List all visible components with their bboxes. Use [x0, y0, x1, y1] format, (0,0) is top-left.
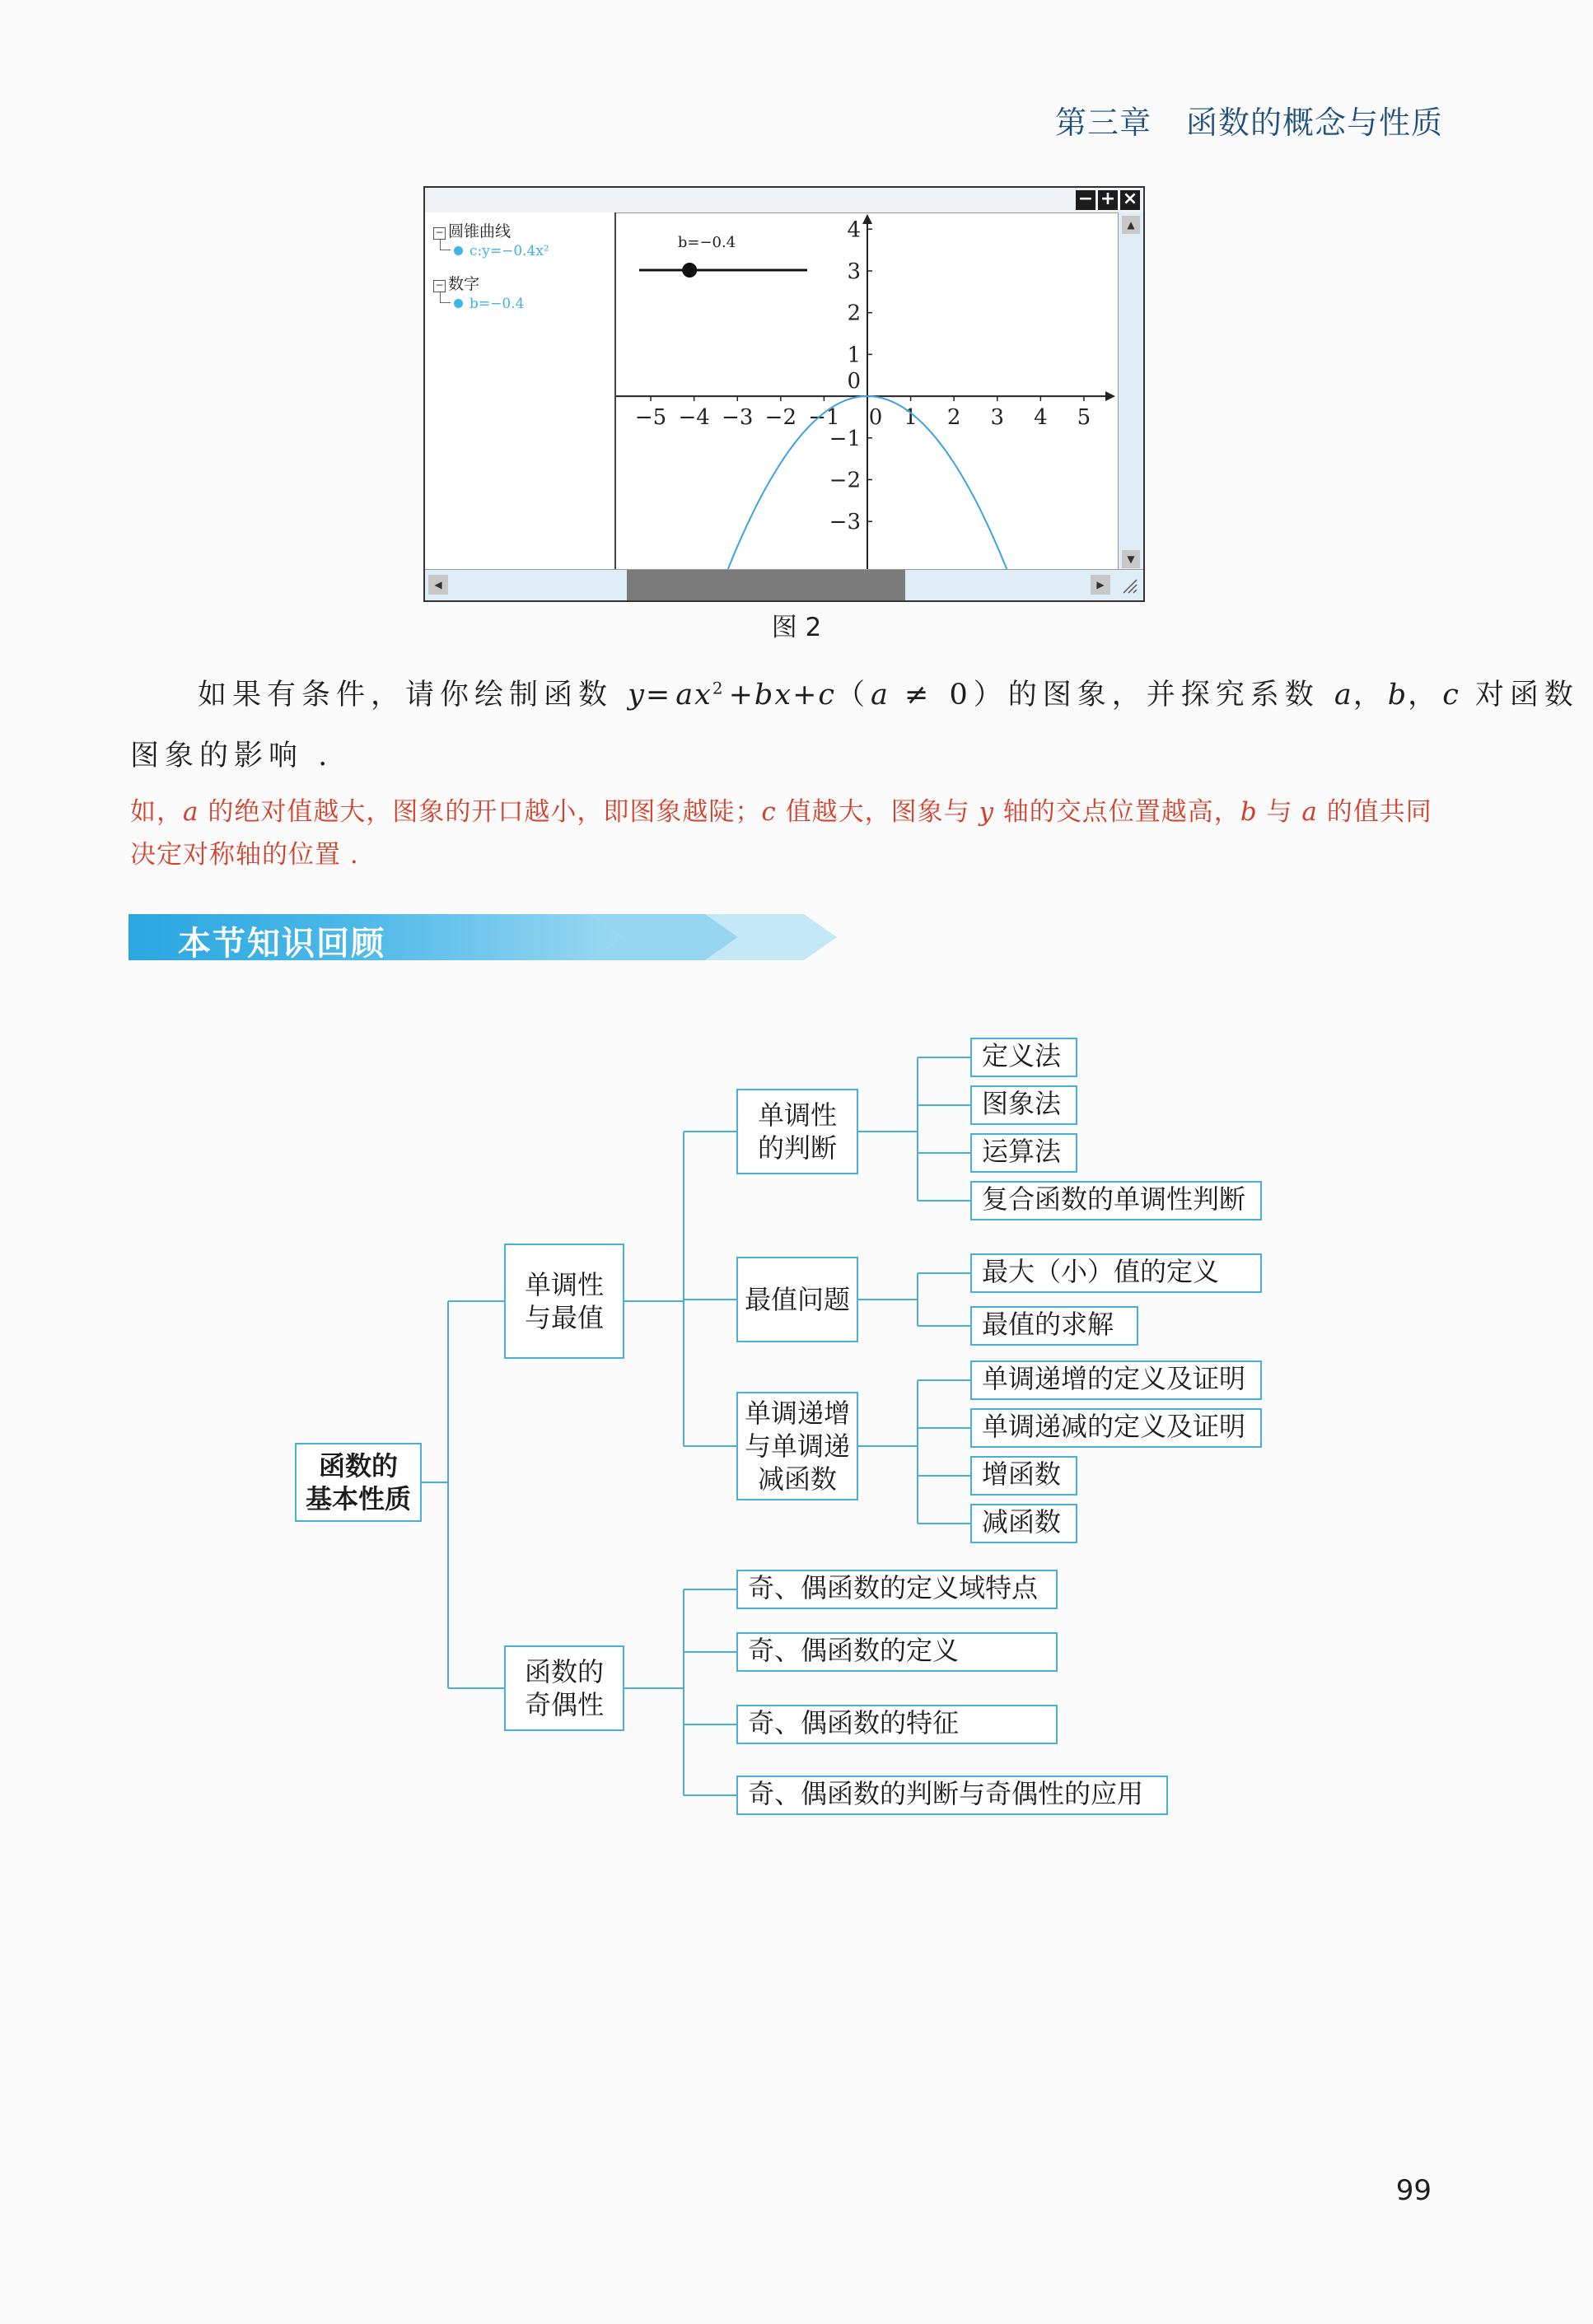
mindmap-leaf: 最大（小）值的定义	[970, 1253, 1262, 1293]
section-banner-title: 本节知识回顾	[178, 925, 385, 963]
mindmap-leaf: 奇、偶函数的特征	[736, 1705, 1058, 1744]
x-tick-label: 4	[1034, 405, 1048, 431]
mindmap-leaf: 增函数	[970, 1456, 1077, 1496]
origin-label: 0	[847, 369, 861, 394]
collapse-icon[interactable]: −	[433, 280, 446, 292]
mindmap-leaf: 复合函数的单调性判断	[970, 1181, 1262, 1220]
scroll-left-arrow-icon[interactable]: ◀	[428, 575, 448, 595]
y-tick-label: −2	[829, 468, 861, 493]
task-paragraph-line2: 图象的影响 .	[130, 740, 334, 772]
mindmap-leaf: 图象法	[970, 1085, 1077, 1125]
y-tick-label: 3	[847, 259, 861, 284]
y-tick-label: 2	[847, 301, 861, 326]
mindmap-leaf: 奇、偶函数的定义	[736, 1632, 1058, 1672]
tree-item-label: b=−0.4	[469, 296, 525, 312]
mindmap-node-monotonicity: 单调性 与最值	[504, 1244, 624, 1359]
mindmap-leaf: 奇、偶函数的定义域特点	[736, 1570, 1058, 1609]
x-tick-label: −4	[678, 405, 710, 431]
x-tick-label: 1	[904, 405, 918, 431]
scroll-up-arrow-icon[interactable]: ▲	[1122, 216, 1140, 234]
mindmap-leaf: 定义法	[970, 1038, 1077, 1077]
x-tick-label: 0	[868, 405, 883, 431]
mindmap-node-extreme: 最值问题	[736, 1257, 858, 1342]
y-tick-label: −3	[829, 510, 861, 535]
chapter-number: 第三章	[1054, 105, 1152, 141]
y-tick-label: 1	[847, 343, 861, 368]
x-tick-label: 5	[1077, 405, 1091, 431]
answer-paragraph-line1: 如，a 的绝对值越大，图象的开口越小，即图象越陡；c 值越大，图象与 y 轴的交点位置越高，b 与 a 的值共同	[130, 797, 1432, 827]
minimize-button[interactable]: −	[1076, 190, 1095, 210]
mindmap-leaf: 减函数	[970, 1504, 1077, 1543]
maximize-button[interactable]: +	[1098, 190, 1118, 210]
mindmap-node-judge: 单调性 的判断	[736, 1089, 858, 1174]
task-paragraph-line1: 如果有条件，请你绘制函数 $y=ax^2+bx+c(a \ne 0)$的图象，并探究系数 a，b，c 对函数	[198, 678, 1579, 712]
tree-item-label: c:y=−0.4x²	[469, 243, 549, 259]
mindmap-node-parity: 函数的 奇偶性	[504, 1645, 624, 1731]
x-tick-label: 2	[946, 405, 961, 431]
scroll-down-arrow-icon[interactable]: ▼	[1122, 550, 1140, 568]
tree-group-label: 圆锥曲线	[448, 222, 512, 240]
chapter-title: 函数的概念与性质	[1185, 105, 1443, 141]
y-tick-label: −1	[829, 426, 861, 451]
x-tick-label: −1	[808, 405, 840, 431]
mindmap-leaf: 奇、偶函数的判断与奇偶性的应用	[736, 1776, 1168, 1815]
x-tick-label: −2	[764, 405, 796, 431]
x-tick-label: 3	[990, 405, 1005, 431]
mindmap-node-incdec: 单调递增 与单调递 减函数	[736, 1392, 858, 1500]
tree-group-label: 数字	[448, 275, 480, 293]
close-button[interactable]: ×	[1120, 190, 1140, 210]
scroll-right-arrow-icon[interactable]: ▶	[1091, 575, 1110, 595]
slider-label: b=−0.4	[677, 234, 736, 251]
y-tick-label: 4	[847, 217, 861, 243]
mindmap-leaf: 最值的求解	[970, 1306, 1138, 1346]
mindmap-leaf: 运算法	[970, 1133, 1077, 1173]
answer-paragraph-line2: 决定对称轴的位置 .	[130, 840, 359, 870]
mindmap-leaf: 单调递减的定义及证明	[970, 1408, 1262, 1448]
page-number: 99	[1395, 2174, 1432, 2207]
collapse-icon[interactable]: −	[433, 227, 446, 240]
mindmap-leaf: 单调递增的定义及证明	[970, 1360, 1262, 1400]
x-tick-label: −3	[722, 405, 754, 431]
x-tick-label: −5	[634, 405, 667, 431]
mindmap-root: 函数的 基本性质	[295, 1443, 422, 1522]
figure-caption: 图 2	[771, 613, 822, 642]
